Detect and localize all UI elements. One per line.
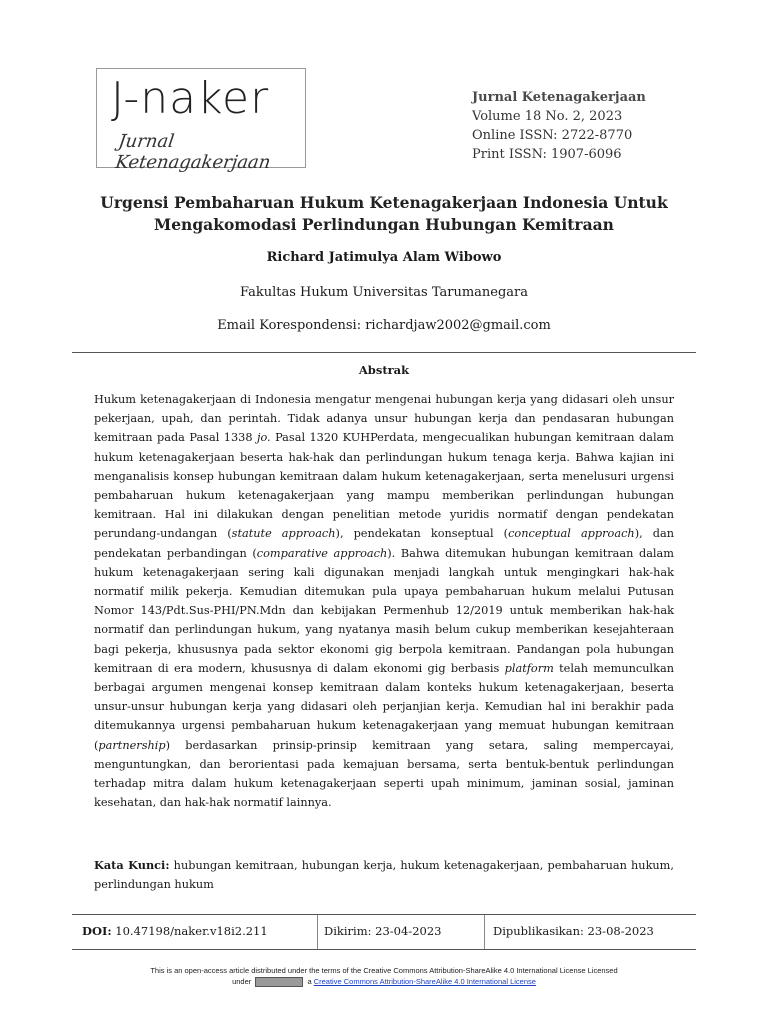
logo-subtitle: Jurnal Ketenagakerjaan [114,131,272,173]
journal-name: Jurnal Ketenagakerjaan [472,90,646,105]
abstract-text: Hukum ketenagakerjaan di Indonesia mengatur mengenai hubungan kerja yang didasari oleh unsur pekerjaan, upah, dan perintah. Tidak adanya unsur hubungan kerja dan pendasaran hubungan kemitraan pada Pasal 1338 jo. Pasal 1320 KUHPerdata, mengecualikan hubungan kemitraan dalam hukum ketenagakerjaan beserta hak-hak dan perlindungan hukum tenaga kerja. Bahwa kajian ini menganalisis konsep hubungan kemitraan dalam hukum ketenagakerjaan, serta menelusuri urgensi pembaharuan hukum ketenagakerjaan yang mampu memberikan perlindungan hubungan kemitraan. Hal ini dilakukan dengan penelitian metode yuridis normatif dengan pendekatan perundang-undangan (statute approach), pendekatan konseptual (conceptual approach), dan pendekatan perbandingan (comparative approach). Bahwa ditemukan hubungan kemitraan dalam hukum ketenagakerjaan sering kali digunakan menjadi langkah untuk mengingkari hak-hak normatif milik pekerja. Kemudian ditemukan pula upaya pembaharuan hukum melalui Putusan Nomor 143/Pdt.Sus-PHI/PN.Mdn dan kebijakan Permenhub 12/2019 untuk memberikan hak-hak normatif dan perlindungan hukum, yang nyatanya masih belum cukup memberikan kesejahteraan bagi pekerja, khususnya pada sektor ekonomi gig berpola kemitraan. Pandangan pola hubungan kemitraan di era modern, khususnya di dalam ekonomi gig berbasis platform telah memunculkan berbagai argumen mengenai konsep kemitraan dalam konteks hukum ketenagakerjaan, beserta unsur-unsur hubungan kerja yang didasari oleh perjanjian kerja. Kemudian hal ini berakhir pada ditemukannya urgensi pembaharuan hukum ketenagakerjaan yang memuat hubungan kemitraan (partnership) berdasarkan prinsip-prinsip kemitraan yang setara, saling mempercayai, menguntungkan, dan berorientasi pada kemajuan bersama, serta bentuk-bentuk perlindungan terhadap mitra dalam hukum ketenagakerjaan seperti upah minimum, jaminan sosial, jaminan kesehatan, dan hak-hak normatif lainnya. [94,393,675,810]
journal-info [472,88,646,164]
divider-top [72,352,696,353]
journal-logo [96,68,306,173]
journal-volume: Volume 18 No. 2, 2023 [472,109,623,124]
logo-text: J-naker [111,73,270,124]
license-line-1: This is an open-access article distributed under the terms of the Creative Commons Attribution-ShareAlike 4.0 International License Licensed [150,966,618,975]
license-notice [0,965,768,987]
doi[interactable]: DOI: 10.47198/naker.v18i2.211 [82,924,268,938]
author-name: Richard Jatimulya Alam Wibowo [266,250,502,265]
info-divider [317,915,318,949]
license-link[interactable]: Creative Commons Attribution-ShareAlike 4.0 International License [313,977,536,986]
keywords-label: Kata Kunci: [94,858,170,872]
article-info-row [72,914,696,950]
online-issn: Online ISSN: 2722-8770 [472,128,633,143]
keywords [94,856,674,894]
keywords-text: hubungan kemitraan, hubungan kerja, hukum ketenagakerjaan, pembaharuan hukum, perlindungan hukum [94,859,674,891]
author-affiliation: Fakultas Hukum Universitas Tarumanegara [239,285,529,300]
published-date: Dipublikasikan: 23-08-2023 [493,924,654,938]
submitted-date: Dikirim: 23-04-2023 [324,924,442,938]
title-line-2: Mengakomodasi Perlindungan Hubungan Kemitraan [154,215,614,234]
abstract-heading: Abstrak [358,363,410,377]
title-line-1: Urgensi Pembaharuan Hukum Ketenagakerjaan Indonesia Untuk [100,193,668,212]
article-title [60,192,708,236]
info-divider [484,915,485,949]
print-issn: Print ISSN: 1907-6096 [472,147,622,162]
correspondence-email: Email Korespondensi: richardjaw2002@gmail.com [217,318,551,333]
cc-by-sa-badge-icon[interactable] [255,977,303,987]
license-line-2: under a Creative Commons Attribution-ShareAlike 4.0 International License [232,977,536,986]
